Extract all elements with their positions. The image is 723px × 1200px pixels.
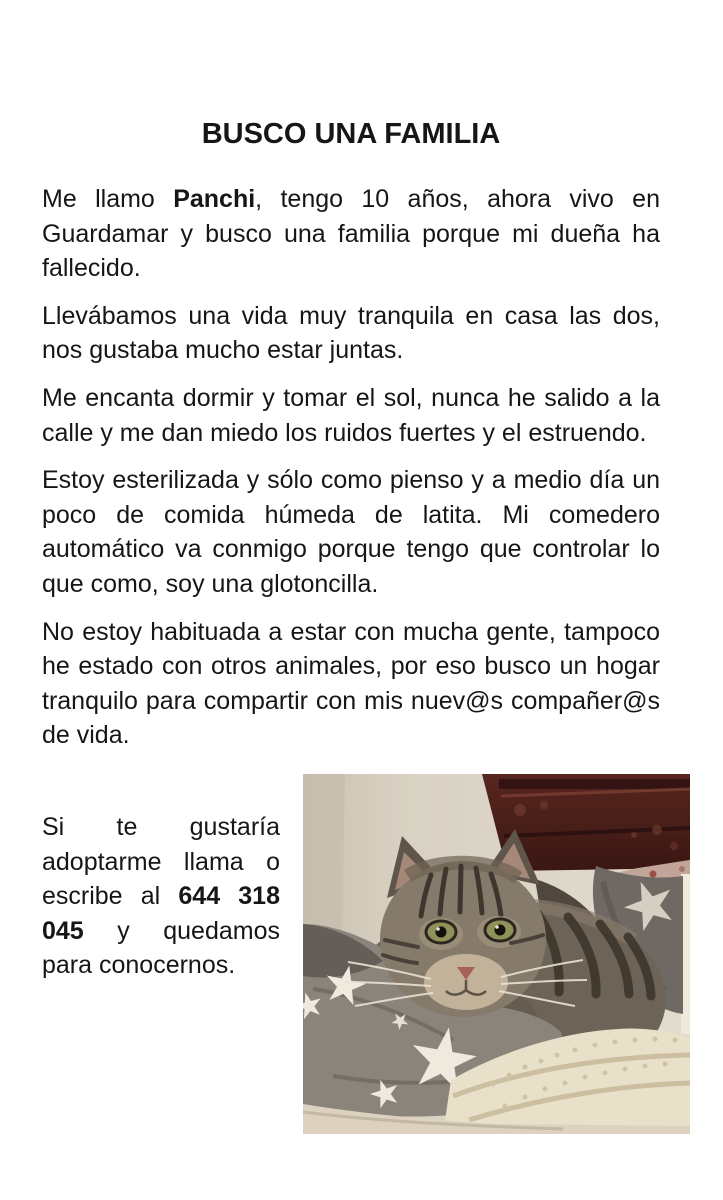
intro-paragraph <box>42 182 660 286</box>
paragraph-home: No estoy habituada a estar con mucha gente, tampoco he estado con otros animales, por eso busco un hogar tranquilo para compartir con mis nuev@s compañer@s de vida. <box>42 617 660 750</box>
flyer <box>42 0 660 1154</box>
contact-pre: Si te gustaría adoptarme llama o escribe al <box>42 812 280 911</box>
contact-post: y quedamos para conocernos. <box>42 916 280 980</box>
contact-paragraph <box>42 810 280 983</box>
paragraph-food: Estoy esterilizada y sólo como pienso y a medio día un poco de comida húmeda de latita. Mi comedero automático va conmigo porque tengo que controlar lo que como, soy una glotoncilla. <box>42 466 660 598</box>
paragraph-life: Llevábamos una vida muy tranquila en casa las dos, nos gustaba mucho estar juntas. <box>42 301 660 365</box>
bottom-section <box>42 774 660 1154</box>
phone-number: 644 318 045 <box>42 882 280 945</box>
page-title: BUSCO UNA FAMILIA <box>201 118 501 150</box>
cat-name: Panchi <box>173 185 256 213</box>
cat-photo-illustration <box>303 774 690 1134</box>
paragraph-habits: Me encanta dormir y tomar el sol, nunca he salido a la calle y me dan miedo los ruidos fuertes y el estruendo. <box>42 383 660 447</box>
cat-photo <box>303 774 690 1134</box>
intro-pre: Me llamo <box>42 185 174 213</box>
intro-post: , tengo 10 años, ahora vivo en Guardamar y busco una familia porque mi dueña ha fallecido. <box>42 185 660 283</box>
body-text <box>42 182 660 753</box>
